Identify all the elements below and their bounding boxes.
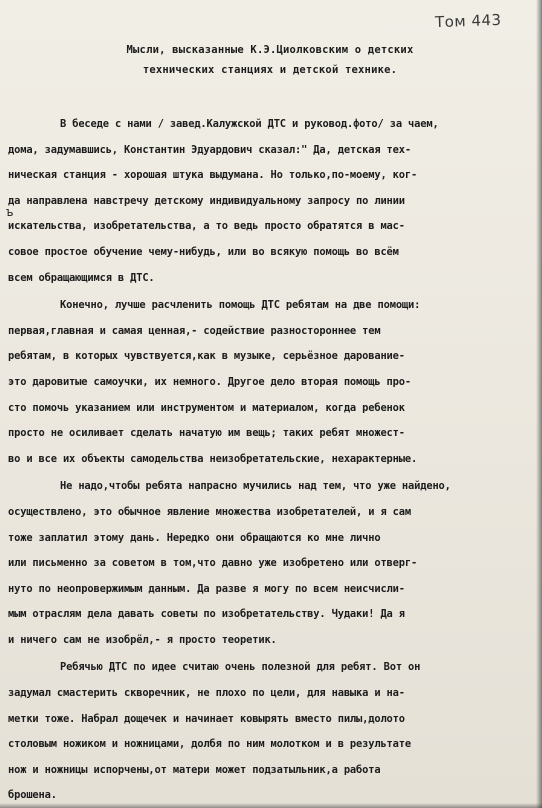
text-line: нож и ножницы испорчены,от матери может подзатыльник,а работа	[8, 763, 381, 776]
paragraph-1	[8, 112, 536, 291]
document-body	[8, 112, 536, 808]
paragraph-4	[8, 655, 536, 808]
paragraph-3	[8, 474, 536, 653]
text-line: во и все их объекты самодельства неизобретательские, нехарактерные.	[8, 452, 418, 465]
text-line: всем обращающимся в ДТС.	[8, 271, 155, 284]
text-line: столовым ножиком и ножницами, долбя по ним молотком и в результате	[8, 738, 411, 751]
document-title	[60, 40, 480, 80]
text-line: Конечно, лучше расчленить помощь ДТС ребятам на две помощи:	[60, 299, 421, 312]
title-line: технических станциях и детской технике.	[142, 64, 398, 76]
page-number: Том 443	[435, 10, 503, 32]
text-line: В беседе с нами / завед.Калужской ДТС и руковод.фото/ за чаем,	[60, 118, 439, 130]
text-line: совое простое обучение чему-нибудь, или во всякую помощь во всём	[8, 245, 399, 258]
text-line: нуто по неопровержимым данным. Да разве я могу по всем неисчисли-	[8, 582, 405, 595]
text-line: просто не осиливает сделать начатую им вещь; таких ребят множест-	[8, 427, 405, 440]
text-line: мым отраслям дела давать советы по изобретательству. Чудаки! Да я	[8, 608, 405, 621]
text-line: да направлена навстречу детскому индивидуальному запросу по линии	[8, 194, 405, 207]
text-line: Не надо,чтобы ребята напрасно мучились над тем, что уже найдено,	[60, 480, 451, 493]
text-line: брошена.	[8, 789, 57, 802]
text-line: Ребячью ДТС по идее считаю очень полезной для ребят. Вот он	[60, 661, 421, 674]
text-line: осуществлено, это обычное явление множества изобретателей, и я сам	[8, 505, 411, 518]
text-line: сто помочь указанием или инструментом и материалом, когда ребенок	[8, 401, 405, 414]
margin-mark: ъ	[6, 205, 14, 219]
text-line: или письменно за советом в том,что давно уже изобретено или отверг-	[8, 557, 418, 570]
text-line: тоже заплатил этому дань. Нередко они обращаются ко мне лично	[8, 531, 381, 544]
text-line: метки тоже. Набрал дощечек и начинает ковырять вместо пилы,долото	[8, 712, 405, 725]
page-edge-shadow	[536, 0, 542, 808]
text-line: первая,главная и самая ценная,- содействие разностороннее тем	[8, 324, 381, 337]
title-line: Мысли, высказанные К.Э.Циолковским о детских	[126, 44, 414, 56]
text-line: это даровитые самоучки, их немного. Другое дело вторая помощь про-	[8, 375, 411, 388]
text-line: задумал смастерить скворечник, не плохо по цели, для навыка и на-	[8, 687, 405, 700]
text-line: ребятам, в которых чувствуется,как в музыке, серьёзное дарование-	[8, 350, 405, 363]
paragraph-2	[8, 293, 536, 472]
text-line: ническая станция - хорошая штука выдумана. Но только,по-моему, ког-	[8, 169, 418, 182]
text-line: и ничего сам не изобрёл,- я просто теоретик.	[8, 633, 277, 646]
text-line: дома, задумавшись, Константин Эдуардович сказал:" Да, детская тех-	[8, 143, 411, 156]
page-edge-shadow	[0, 803, 542, 808]
text-line: искательства, изобретательства, а то ведь просто обратятся в мас-	[8, 220, 405, 233]
